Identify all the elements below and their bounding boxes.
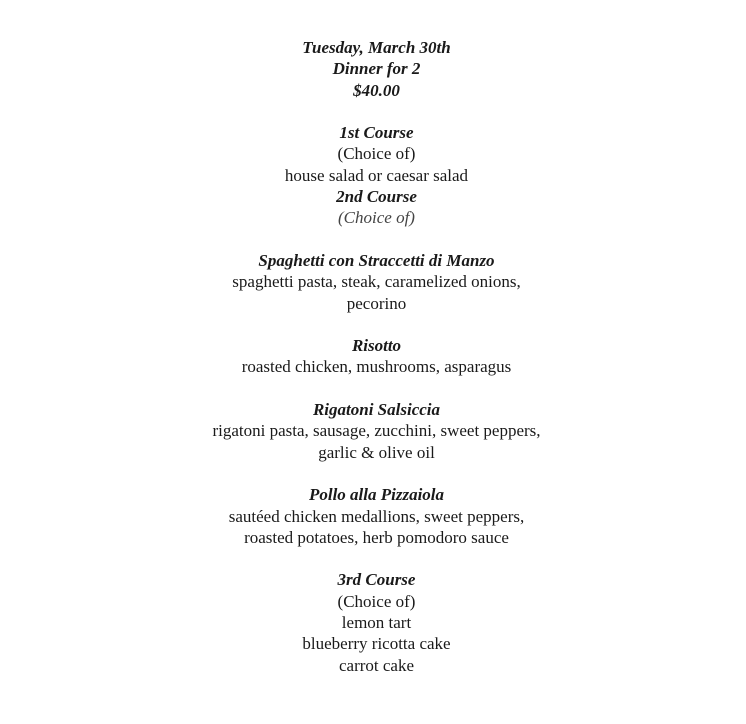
dish-description: garlic & olive oil: [318, 442, 435, 462]
dish-description: spaghetti pasta, steak, caramelized onions,: [232, 272, 521, 292]
dessert-option: blueberry ricotta cake: [302, 634, 451, 654]
dish-description: pecorino: [346, 293, 407, 313]
dessert-option: carrot cake: [338, 655, 415, 675]
spacer: [0, 229, 746, 250]
course1-options: house salad or caesar salad: [284, 165, 469, 185]
dessert-option: lemon tart: [341, 613, 412, 633]
dish-description: roasted chicken, mushrooms, asparagus: [241, 357, 512, 377]
course2-choice: (Choice of): [338, 208, 415, 228]
course1-title: 1st Course: [339, 123, 414, 143]
dish-description: rigatoni pasta, sausage, zucchini, sweet peppers,: [212, 421, 541, 441]
dish-description: sautéed chicken medallions, sweet peppers,: [228, 506, 525, 526]
spacer: [0, 101, 746, 122]
spacer: [0, 378, 746, 399]
spacer: [0, 548, 746, 569]
menu-price: $40.00: [353, 80, 400, 100]
dish-name: Pollo alla Pizzaiola: [308, 485, 445, 505]
dish-description: roasted potatoes, herb pomodoro sauce: [244, 527, 509, 547]
menu-title: Dinner for 2: [332, 59, 421, 79]
course3-choice: (Choice of): [337, 591, 416, 611]
course2-title: 2nd Course: [336, 187, 417, 207]
spacer: [0, 314, 746, 335]
spacer: [0, 463, 746, 484]
course3-title: 3rd Course: [337, 570, 416, 590]
dish-name: Risotto: [351, 336, 402, 356]
dish-name: Rigatoni Salsiccia: [312, 400, 441, 420]
dish-name: Spaghetti con Straccetti di Manzo: [258, 250, 495, 270]
course1-choice: (Choice of): [337, 144, 416, 164]
dinner-menu: [0, 37, 746, 676]
menu-date: Tuesday, March 30th: [302, 38, 451, 57]
